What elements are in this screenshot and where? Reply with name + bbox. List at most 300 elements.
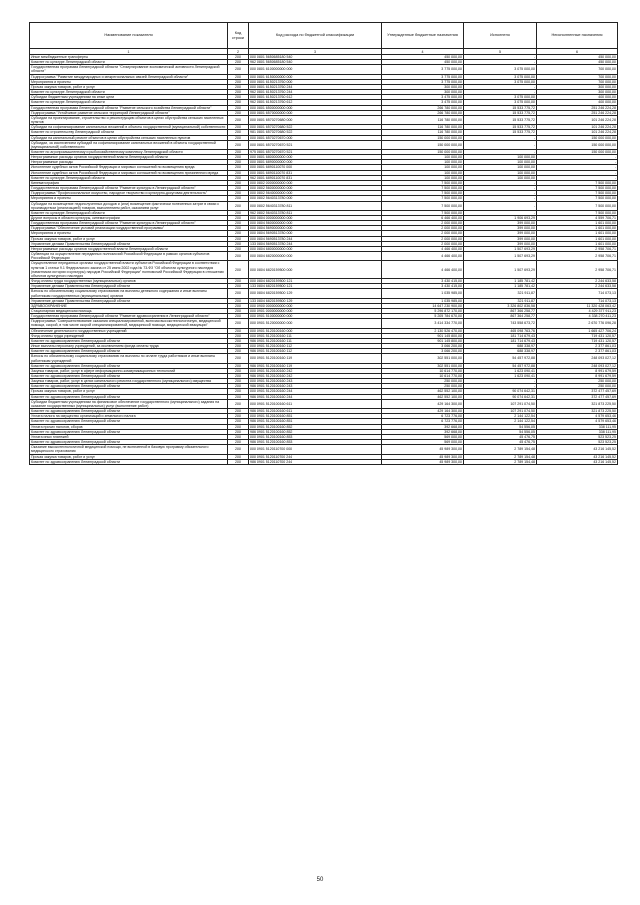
- table-row: [30, 319, 618, 328]
- executed-amount-cell: 100 000,00: [464, 165, 537, 170]
- table-row: [30, 459, 618, 464]
- indicator-cell: Фонд оплаты труда государственных (муниципальных) органов: [30, 279, 228, 284]
- executed-amount-cell: 107 291 074,50: [464, 409, 537, 414]
- classification-code-cell: 986 0901 5120100160 852: [249, 429, 382, 434]
- unexecuted-amount-cell: 101 246 224,28: [537, 125, 618, 130]
- unexecuted-amount-cell: 2 244 633,58: [537, 279, 618, 284]
- classification-code-cell: 000 0901 5120110700 000: [249, 445, 382, 454]
- approved-amount-cell: 100 000,00: [382, 170, 464, 175]
- indicator-cell: Субсидии бюджетным учреждениям на иные цели: [30, 95, 228, 100]
- line-code-cell: 200: [228, 338, 249, 343]
- indicator-cell: Субсидии на капитальный ремонт объектов в целях обустройства сельских населенных пунктов: [30, 135, 228, 140]
- approved-amount-cell: 2 130 526 470,00: [382, 328, 464, 333]
- approved-amount-cell: 100 000,00: [382, 175, 464, 180]
- classification-code-cell: 133 0804 6820159500 121: [249, 284, 382, 289]
- unexecuted-amount-cell: 700 000,00: [537, 74, 618, 79]
- executed-amount-cell: 15 533 775,72: [464, 115, 537, 124]
- classification-code-cell: 000 0901 5120100160 000: [249, 328, 382, 333]
- col-header-line-code: Код строки: [228, 23, 249, 49]
- executed-amount-cell: 2 789 154,48: [464, 454, 537, 459]
- indicator-cell: Подпрограмма "Устойчивое развитие сельских территорий Ленинградской области": [30, 110, 228, 115]
- classification-code-cell: 000 0801 6890110070 831: [249, 170, 382, 175]
- approved-amount-cell: 3 066 200,00: [382, 349, 464, 354]
- approved-amount-cell: 3 775 000,00: [382, 65, 464, 74]
- approved-amount-cell: 6 723 776,00: [382, 414, 464, 419]
- approved-amount-cell: 450 000,00: [382, 55, 464, 60]
- unexecuted-amount-cell: 714 073,13: [537, 298, 618, 303]
- classification-code-cell: 000 0801 6570000000 000: [249, 110, 382, 115]
- line-code-cell: 200: [228, 191, 249, 196]
- executed-amount-cell: 867 366 258,77: [464, 308, 537, 313]
- unexecuted-amount-cell: 43 216 145,52: [537, 454, 618, 459]
- executed-amount-cell: 399 000,00: [464, 221, 537, 226]
- unexecuted-amount-cell: 150 000 000,00: [537, 140, 618, 149]
- classification-code-cell: 000 0804 6800000000 000: [249, 246, 382, 251]
- executed-amount-cell: 1 623 090,41: [464, 374, 537, 379]
- classification-code-cell: 975 0801 6570270670 521: [249, 149, 382, 154]
- line-code-cell: 200: [228, 155, 249, 160]
- approved-amount-cell: 2 000 000,00: [382, 231, 464, 236]
- approved-amount-cell: 6 466 400,00: [382, 216, 464, 221]
- indicator-cell: Комитет по здравоохранению Ленинградской области: [30, 363, 228, 368]
- approved-amount-cell: 7 500 000,00: [382, 210, 464, 215]
- line-code-cell: 200: [228, 236, 249, 241]
- approved-amount-cell: 3 430 415,00: [382, 279, 464, 284]
- approved-amount-cell: 14 647 230 900,00: [382, 303, 464, 308]
- line-code-cell: 200: [228, 303, 249, 308]
- approved-amount-cell: 250 000,00: [382, 384, 464, 389]
- executed-amount-cell: 399 000,00: [464, 236, 537, 241]
- line-code-cell: 200: [228, 394, 249, 399]
- unexecuted-amount-cell: 321 873 225,50: [537, 399, 618, 408]
- executed-amount-cell: 100 000,00: [464, 170, 537, 175]
- table-row: [30, 65, 618, 74]
- unexecuted-amount-cell: 7 500 000,00: [537, 201, 618, 210]
- classification-code-cell: 986 0901 5120110700 244: [249, 459, 382, 464]
- approved-amount-cell: 45 989 300,00: [382, 459, 464, 464]
- unexecuted-amount-cell: 2 958 706,71: [537, 252, 618, 261]
- approved-amount-cell: 100 000,00: [382, 165, 464, 170]
- line-code-cell: 200: [228, 105, 249, 110]
- classification-code-cell: 000 0804 6820000000 000: [249, 252, 382, 261]
- unexecuted-amount-cell: 1 601 000,00: [537, 226, 618, 231]
- executed-amount-cell: 3 075 000,00: [464, 65, 537, 74]
- indicator-cell: Другие вопросы в области культуры, кинематографии: [30, 216, 228, 221]
- line-code-cell: 200: [228, 261, 249, 279]
- approved-amount-cell: 2 000 000,00: [382, 241, 464, 246]
- line-code-cell: 200: [228, 180, 249, 185]
- executed-amount-cell: 90 074 642,31: [464, 394, 537, 399]
- approved-amount-cell: 901 145 800,00: [382, 333, 464, 338]
- line-code-cell: 200: [228, 201, 249, 210]
- classification-code-cell: 000 0901 5120110700 244: [249, 454, 382, 459]
- line-code-cell: 200: [228, 196, 249, 201]
- indicator-cell: Уплата налога на имущество организаций и земельного налога: [30, 414, 228, 419]
- line-code-cell: 200: [228, 328, 249, 333]
- classification-code-cell: 000 0801 5650685180 540: [249, 55, 382, 60]
- executed-amount-cell: -: [464, 90, 537, 95]
- unexecuted-amount-cell: 1 601 000,00: [537, 241, 618, 246]
- indicator-cell: Комитет по здравоохранению Ленинградской области: [30, 338, 228, 343]
- executed-amount-cell: 1 185 781,42: [464, 279, 537, 284]
- indicator-cell: Государственная программа Ленинградской области "Развитие культуры в Ленинградской области": [30, 221, 228, 226]
- line-code-cell: 200: [228, 354, 249, 363]
- approved-amount-cell: 3 475 000,00: [382, 100, 464, 105]
- table-row: [30, 399, 618, 408]
- indicator-cell: Иные межбюджетные трансферты: [30, 55, 228, 60]
- approved-amount-cell: 1 035 985,00: [382, 298, 464, 303]
- classification-code-cell: 000 0801 6570270680 522: [249, 125, 382, 130]
- unexecuted-amount-cell: 523 523,25: [537, 434, 618, 439]
- classification-code-cell: 000 0901 5120000000 000: [249, 319, 382, 328]
- table-row: [30, 252, 618, 261]
- executed-amount-cell: -: [464, 201, 537, 210]
- line-code-cell: 200: [228, 79, 249, 84]
- classification-code-cell: 000 0804 5600000000 000: [249, 221, 382, 226]
- line-code-cell: 200: [228, 399, 249, 408]
- unexecuted-amount-cell: 150 000 000,00: [537, 135, 618, 140]
- executed-amount-cell: -: [464, 60, 537, 65]
- executed-amount-cell: 465 098 763,76: [464, 328, 537, 333]
- classification-code-cell: 000 0901 5120100160 119: [249, 354, 382, 363]
- line-code-cell: 200: [228, 140, 249, 149]
- executed-amount-cell: -: [464, 379, 537, 384]
- approved-amount-cell: 7 500 000,00: [382, 191, 464, 196]
- classification-code-cell: 986 0901 5120100160 111: [249, 338, 382, 343]
- classification-code-cell: 986 0901 5120100160 853: [249, 440, 382, 445]
- table-row: [30, 261, 618, 279]
- classification-code-cell: 962 0801 5650685180 540: [249, 60, 382, 65]
- classification-code-cell: 000 0801 6150213760 612: [249, 95, 382, 100]
- unexecuted-amount-cell: 7 500 000,00: [537, 210, 618, 215]
- classification-code-cell: 000 0901 5120100160 242: [249, 368, 382, 373]
- executed-amount-cell: 688 338,97: [464, 349, 537, 354]
- line-code-cell: 200: [228, 368, 249, 373]
- indicator-cell: Управление делами Правительства Ленинградской области: [30, 241, 228, 246]
- col-header-approved: Утвержденные бюджетные назначения: [382, 23, 464, 49]
- unexecuted-amount-cell: 1 665 427 706,24: [537, 328, 618, 333]
- table-row: [30, 140, 618, 149]
- indicator-cell: Субсидии на софинансирование капитальных вложений в объекты государственной (муниципальной) собственности: [30, 125, 228, 130]
- executed-amount-cell: 45 476,75: [464, 434, 537, 439]
- indicator-cell: Взносы по обязательному социальному страхованию на выплаты по оплате труда работников и иные выплаты работникам учреждений: [30, 354, 228, 363]
- indicator-cell: Мероприятия и проекты: [30, 231, 228, 236]
- executed-amount-cell: 688 338,97: [464, 344, 537, 349]
- approved-amount-cell: 429 164 300,00: [382, 409, 464, 414]
- classification-code-cell: 000 0801 6500000000 000: [249, 105, 382, 110]
- classification-code-cell: 962 0801 6150213760 244: [249, 90, 382, 95]
- approved-amount-cell: 116 780 000,00: [382, 130, 464, 135]
- executed-amount-cell: -: [464, 140, 537, 149]
- unexecuted-amount-cell: 7 500 000,00: [537, 196, 618, 201]
- unexecuted-amount-cell: 250 000,00: [537, 384, 618, 389]
- classification-code-cell: 000 0901 5120100160 243: [249, 379, 382, 384]
- unexecuted-amount-cell: 450 000,00: [537, 55, 618, 60]
- line-code-cell: 200: [228, 298, 249, 303]
- approved-amount-cell: 3 066 200,00: [382, 344, 464, 349]
- line-code-cell: 200: [228, 160, 249, 165]
- indicator-cell: Фонд оплаты труда учреждений: [30, 333, 228, 338]
- unexecuted-amount-cell: 150 000 000,00: [537, 149, 618, 154]
- approved-amount-cell: 10 614 770,00: [382, 374, 464, 379]
- unexecuted-amount-cell: 1 601 000,00: [537, 236, 618, 241]
- approved-amount-cell: 462 552 100,00: [382, 394, 464, 399]
- indicator-cell: Комитет по здравоохранению Ленинградской области: [30, 440, 228, 445]
- unexecuted-amount-cell: 400 000,00: [537, 95, 618, 100]
- unexecuted-amount-cell: 2 377 861,03: [537, 349, 618, 354]
- executed-amount-cell: 3 075 000,00: [464, 79, 537, 84]
- classification-code-cell: 000 0801 6890000000 000: [249, 160, 382, 165]
- classification-code-cell: 000 0901 5120100160 112: [249, 344, 382, 349]
- line-code-cell: 200: [228, 363, 249, 368]
- executed-amount-cell: 100 000,00: [464, 175, 537, 180]
- indicator-cell: Мероприятия и проекты: [30, 79, 228, 84]
- classification-code-cell: 000 0801 6570270680 000: [249, 115, 382, 124]
- indicator-cell: Закупка товаров, работ, услуг в целях капитального ремонта государственного (муниципального) имущества: [30, 379, 228, 384]
- indicator-cell: Комитет по культуре Ленинградской области: [30, 60, 228, 65]
- unexecuted-amount-cell: 11 320 428 063,42: [537, 303, 618, 308]
- line-code-cell: 200: [228, 221, 249, 226]
- unexecuted-amount-cell: 4 559 706,71: [537, 216, 618, 221]
- unexecuted-amount-cell: 372 477 457,69: [537, 389, 618, 394]
- approved-amount-cell: 150 000 000,00: [382, 149, 464, 154]
- executed-amount-cell: 2 144 122,54: [464, 419, 537, 424]
- budget-report-page: [29, 22, 617, 465]
- executed-amount-cell: 399 000,00: [464, 226, 537, 231]
- line-code-cell: 200: [228, 314, 249, 319]
- approved-amount-cell: 5 205 784 670,00: [382, 314, 464, 319]
- unexecuted-amount-cell: 523 523,25: [537, 440, 618, 445]
- approved-amount-cell: 462 552 100,00: [382, 389, 464, 394]
- line-code-cell: 200: [228, 344, 249, 349]
- executed-amount-cell: 15 533 775,72: [464, 125, 537, 130]
- indicator-cell: Обеспечение деятельности государственных учреждений: [30, 328, 228, 333]
- executed-amount-cell: 2 789 154,48: [464, 445, 537, 454]
- classification-code-cell: 986 0901 5120100160 112: [249, 349, 382, 354]
- indicator-cell: Взносы по обязательному социальному страхованию на выплаты денежного содержания и иные выплаты работникам государственных (муниципальных) органов: [30, 289, 228, 298]
- line-code-cell: 200: [228, 216, 249, 221]
- budget-execution-table: [29, 22, 618, 465]
- unexecuted-amount-cell: 8 991 679,59: [537, 374, 618, 379]
- indicator-cell: Субсидии, за исключением субсидий на софинансирование капитальных вложений в объекты государственной (муниципальной) собственности: [30, 140, 228, 149]
- col-header-indicator: Наименование показателя: [30, 23, 228, 49]
- classification-code-cell: 986 0901 5120100160 244: [249, 394, 382, 399]
- executed-amount-cell: 54 556,05: [464, 424, 537, 429]
- line-code-cell: 200: [228, 389, 249, 394]
- line-code-cell: 200: [228, 308, 249, 313]
- unexecuted-amount-cell: 300 000,00: [537, 84, 618, 89]
- table-row: [30, 445, 618, 454]
- executed-amount-cell: 100 000,00: [464, 155, 537, 160]
- line-code-cell: 200: [228, 440, 249, 445]
- unexecuted-amount-cell: 719 431 120,57: [537, 333, 618, 338]
- line-code-cell: 200: [228, 419, 249, 424]
- classification-code-cell: 000 0802 5600000000 000: [249, 186, 382, 191]
- col-header-classification-code: Код расхода по бюджетной классификации: [249, 23, 382, 49]
- line-code-cell: 200: [228, 125, 249, 130]
- indicator-cell: Комитет по агропромышленному и рыбохозяйственному комплексу Ленинградской области: [30, 149, 228, 154]
- classification-code-cell: 962 0802 5640313780 811: [249, 210, 382, 215]
- approved-amount-cell: 4 466 400,00: [382, 252, 464, 261]
- executed-amount-cell: 867 364 258,77: [464, 314, 537, 319]
- classification-code-cell: 000 0802 5640313780 811: [249, 201, 382, 210]
- classification-code-cell: 000 0901 5120100160 853: [249, 434, 382, 439]
- indicator-cell: Иные выплаты персоналу учреждений, за исключением фонда оплаты труда: [30, 344, 228, 349]
- unexecuted-amount-cell: 1 601 000,00: [537, 221, 618, 226]
- col-number: 1: [30, 49, 228, 55]
- approved-amount-cell: 3 775 000,00: [382, 74, 464, 79]
- indicator-cell: Комитет по здравоохранению Ленинградской области: [30, 394, 228, 399]
- indicator-cell: Непрограммные расходы: [30, 160, 228, 165]
- approved-amount-cell: 7 500 000,00: [382, 201, 464, 210]
- table-row: [30, 201, 618, 210]
- line-code-cell: 200: [228, 379, 249, 384]
- indicator-cell: Подпрограмма "Обеспечение условий реализации государственной программы": [30, 226, 228, 231]
- executed-amount-cell: 2 789 154,48: [464, 459, 537, 464]
- classification-code-cell: 000 0901 5120100160 611: [249, 399, 382, 408]
- line-code-cell: 200: [228, 454, 249, 459]
- executed-amount-cell: 1 906 693,29: [464, 216, 537, 221]
- executed-amount-cell: -: [464, 384, 537, 389]
- unexecuted-amount-cell: 248 093 027,12: [537, 363, 618, 368]
- indicator-cell: Прочая закупка товаров, работ и услуг: [30, 454, 228, 459]
- approved-amount-cell: 100 000,00: [382, 155, 464, 160]
- approved-amount-cell: 2 000 000,00: [382, 226, 464, 231]
- indicator-cell: Субсидии бюджетным учреждениям на финансовое обеспечение государственного (муниципального) задания на оказание государственных (муниципальных) услуг (выполнение работ): [30, 399, 228, 408]
- unexecuted-amount-cell: 251 246 224,28: [537, 105, 618, 110]
- unexecuted-amount-cell: 2 958 706,71: [537, 261, 618, 279]
- line-code-cell: 200: [228, 95, 249, 100]
- executed-amount-cell: 15 533 775,72: [464, 105, 537, 110]
- classification-code-cell: 000 0804 6820159500 121: [249, 279, 382, 284]
- line-code-cell: 200: [228, 289, 249, 298]
- unexecuted-amount-cell: 338 111,95: [537, 424, 618, 429]
- line-code-cell: 200: [228, 55, 249, 60]
- approved-amount-cell: 1 035 985,00: [382, 289, 464, 298]
- indicator-cell: Комитет по здравоохранению Ленинградской области: [30, 384, 228, 389]
- approved-amount-cell: 150 000 000,00: [382, 140, 464, 149]
- unexecuted-amount-cell: 1 601 000,00: [537, 231, 618, 236]
- executed-amount-cell: 15 533 775,72: [464, 130, 537, 135]
- indicator-cell: Субвенции на осуществление переданных полномочий Российской Федерации в рамках органов субъектов Российской Федерации: [30, 252, 228, 261]
- classification-code-cell: 000 0804 6820159500 000: [249, 261, 382, 279]
- approved-amount-cell: 116 780 000,00: [382, 125, 464, 130]
- executed-amount-cell: 1 507 693,29: [464, 261, 537, 279]
- unexecuted-amount-cell: 250 000,00: [537, 379, 618, 384]
- executed-amount-cell: 54 457 972,88: [464, 363, 537, 368]
- executed-amount-cell: 181 714 679,43: [464, 333, 537, 338]
- col-number: 3: [249, 49, 382, 55]
- unexecuted-amount-cell: 7 500 000,00: [537, 186, 618, 191]
- approved-amount-cell: 266 780 000,00: [382, 110, 464, 115]
- unexecuted-amount-cell: 372 477 457,69: [537, 394, 618, 399]
- approved-amount-cell: 250 000,00: [382, 379, 464, 384]
- approved-amount-cell: 3 430 415,00: [382, 284, 464, 289]
- classification-code-cell: 000 0801 6150213760 244: [249, 84, 382, 89]
- indicator-cell: Осуществление переданных органам государственной власти субъектов Российской Федерации в соответствии с пунктом 1 статьи 9.1 Федерального закона от 25 июня 2002 года № 73-ФЗ "Об объектах культурного наследия (памятниках истории и культуры) народов Российской Федерации" полномочий Российской Федерации в отношении объектов культурного наследия: [30, 261, 228, 279]
- unexecuted-amount-cell: 450 000,00: [537, 60, 618, 65]
- classification-code-cell: 000 0801 6890110070 000: [249, 165, 382, 170]
- line-code-cell: 200: [228, 170, 249, 175]
- indicator-cell: Подпрограмма "Профессиональное искусство, народное творчество и культурно-досуговая деятельность": [30, 191, 228, 196]
- classification-code-cell: 000 0901 5100000000 000: [249, 314, 382, 319]
- classification-code-cell: 962 0801 6150213760 612: [249, 100, 382, 105]
- line-code-cell: 200: [228, 175, 249, 180]
- unexecuted-amount-cell: 8 991 679,59: [537, 368, 618, 373]
- executed-amount-cell: -: [464, 84, 537, 89]
- unexecuted-amount-cell: 2 377 861,03: [537, 344, 618, 349]
- indicator-cell: Комитет по культуре Ленинградской области: [30, 175, 228, 180]
- line-code-cell: 200: [228, 424, 249, 429]
- unexecuted-amount-cell: 4 429 377 911,23: [537, 308, 618, 313]
- approved-amount-cell: 150 000 000,00: [382, 135, 464, 140]
- indicator-cell: Исполнение судебных актов Российской Федерации и мировых соглашений по возмещению вреда: [30, 165, 228, 170]
- executed-amount-cell: 321 911,87: [464, 289, 537, 298]
- classification-code-cell: 000 0901 5120100160 111: [249, 333, 382, 338]
- unexecuted-amount-cell: 714 073,13: [537, 289, 618, 298]
- unexecuted-amount-cell: 400 000,00: [537, 100, 618, 105]
- executed-amount-cell: 90 074 642,31: [464, 389, 537, 394]
- executed-amount-cell: 3 075 000,00: [464, 74, 537, 79]
- table-row: [30, 289, 618, 298]
- executed-amount-cell: -: [464, 149, 537, 154]
- classification-code-cell: 986 0901 5120100160 611: [249, 409, 382, 414]
- line-code-cell: 200: [228, 409, 249, 414]
- unexecuted-amount-cell: 4 579 653,46: [537, 419, 618, 424]
- line-code-cell: 200: [228, 100, 249, 105]
- indicator-cell: Прочая закупка товаров, работ и услуг: [30, 236, 228, 241]
- classification-code-cell: 000 0801 6570270670 521: [249, 140, 382, 149]
- line-code-cell: 200: [228, 374, 249, 379]
- table-row: [30, 115, 618, 124]
- line-code-cell: 200: [228, 384, 249, 389]
- approved-amount-cell: 4 466 400,00: [382, 246, 464, 251]
- indicator-cell: Комитет по здравоохранению Ленинградской области: [30, 429, 228, 434]
- approved-amount-cell: 569 000,00: [382, 440, 464, 445]
- line-code-cell: 200: [228, 90, 249, 95]
- indicator-cell: Комитет по культуре Ленинградской области: [30, 210, 228, 215]
- approved-amount-cell: 3 775 000,00: [382, 79, 464, 84]
- line-code-cell: 200: [228, 241, 249, 246]
- unexecuted-amount-cell: -: [537, 170, 618, 175]
- executed-amount-cell: -: [464, 210, 537, 215]
- indicator-cell: Государственная программа Ленинградской области "Стимулирование экономической активности Ленинградской области": [30, 65, 228, 74]
- approved-amount-cell: 302 551 000,00: [382, 354, 464, 363]
- approved-amount-cell: 7 500 000,00: [382, 196, 464, 201]
- line-code-cell: 200: [228, 135, 249, 140]
- col-header-unexecuted: Неисполненные назначения: [537, 23, 618, 49]
- executed-amount-cell: -: [464, 196, 537, 201]
- executed-amount-cell: -: [464, 180, 537, 185]
- indicator-cell: Субсидии на проектирование, строительство и реконструкцию объектов в целях обустройства сельских населенных пунктов: [30, 115, 228, 124]
- classification-code-cell: 962 0801 6890110070 831: [249, 175, 382, 180]
- indicator-cell: Подпрограмма "Совершенствование оказания специализированной, включая высокотехнологичную, медицинской помощи, скорой, в том числе скорой специализированной, медицинской помощи, медицинской эвакуации": [30, 319, 228, 328]
- classification-code-cell: 000 0801 6150000000 000: [249, 74, 382, 79]
- indicator-cell: Закупка товаров, работ, услуг в сфере информационно-коммуникационных технологий: [30, 368, 228, 373]
- line-code-cell: 200: [228, 130, 249, 135]
- unexecuted-amount-cell: 248 093 027,12: [537, 354, 618, 363]
- approved-amount-cell: 4 466 400,00: [382, 261, 464, 279]
- line-code-cell: 200: [228, 349, 249, 354]
- col-number: 6: [537, 49, 618, 55]
- unexecuted-amount-cell: 7 500 000,00: [537, 180, 618, 185]
- approved-amount-cell: 7 500 000,00: [382, 180, 464, 185]
- approved-amount-cell: 302 551 000,00: [382, 363, 464, 368]
- indicator-cell: Уплата прочих налогов, сборов: [30, 424, 228, 429]
- approved-amount-cell: 429 164 300,00: [382, 399, 464, 408]
- executed-amount-cell: 3 326 802 836,58: [464, 303, 537, 308]
- indicator-cell: Прочая закупка товаров, работ и услуг: [30, 84, 228, 89]
